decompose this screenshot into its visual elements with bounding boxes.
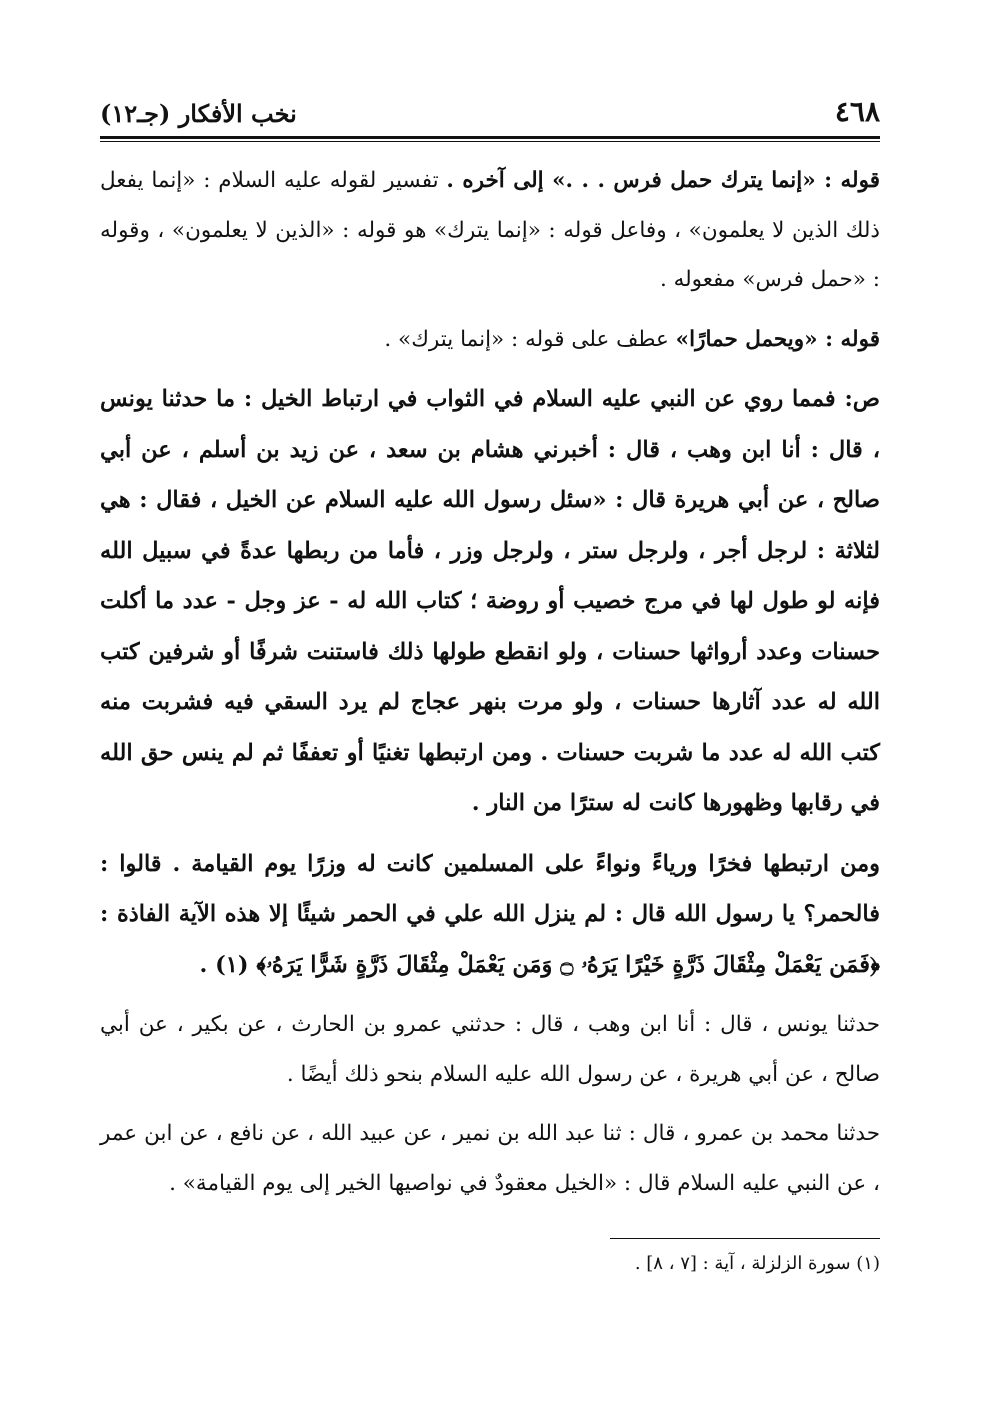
paragraph-text: حدثنا محمد بن عمرو ، قال : ثنا عبد الله بن نمير ، عن عبيد الله ، عن نافع ، عن ابن عمر ، عن النبي عليه السلام قال : «الخيل معقودٌ في نواصيها الخير إلى يوم القيامة» . (100, 1121, 880, 1196)
book-title: نخب الأفكار (جـ١٢) (100, 99, 297, 128)
book-page (100, 88, 880, 1274)
paragraph-3 (100, 374, 880, 829)
main-text (100, 156, 880, 1208)
footnote-divider (610, 1238, 880, 1239)
paragraph-text: ومن ارتبطها فخرًا ورياءً ونواءً على المسلمين كانت له وزرًا يوم القيامة . قالوا : فالحمر؟ يا رسول الله قال : لم ينزل الله علي في الحمر شيئًا إلا هذه الآية الفاذة : ﴿فَمَن يَعْمَلْ مِثْقَالَ ذَرَّةٍ خَيْرًا يَرَهُۥ ۝ وَمَن يَعْمَلْ مِثْقَالَ ذَرَّةٍ شَرًّا يَرَهُۥ﴾ (١) . (100, 850, 880, 978)
paragraph-text: تفسير لقوله عليه السلام : «إنما يفعل ذلك الذين لا يعلمون» ، وفاعل قوله : «إنما يترك» هو قوله : «الذين لا يعلمون» ، وقوله : «حمل فرس» مفعوله . (100, 168, 880, 292)
paragraph-6 (100, 1109, 880, 1208)
paragraph-text: عطف على قوله : «إنما يترك» . (384, 326, 676, 352)
paragraph-text: حدثنا يونس ، قال : أنا ابن وهب ، قال : حدثني عمرو بن الحارث ، عن بكير ، عن أبي صالح ، عن أبي هريرة ، عن رسول الله عليه السلام بنحو ذلك أيضًا . (100, 1012, 880, 1087)
page-number: ٤٦٨ (834, 95, 880, 128)
paragraph-lead: قوله : «إنما يترك حمل فرس . . .» إلى آخره . (446, 168, 880, 193)
paragraph-4 (100, 839, 880, 991)
page-header (100, 88, 880, 128)
footnote: (١) سورة الزلزلة ، آية : [٧ ، ٨] . (634, 1253, 880, 1274)
paragraph-5 (100, 1000, 880, 1099)
paragraph-1 (100, 156, 880, 305)
paragraph-text: ص: فمما روي عن النبي عليه السلام في الثواب في ارتباط الخيل : ما حدثنا يونس ، قال : أنا ابن وهب ، قال : أخبرني هشام بن سعد ، عن زيد بن أسلم ، عن أبي صالح ، عن أبي هريرة قال : «سئل رسول الله عليه السلام عن الخيل ، فقال : هي لثلاثة : لرجل أجر ، ولرجل ستر ، ولرجل وزر ، فأما من ربطها عدةً في سبيل الله فإنه لو طول لها في مرج خصيب أو روضة ؛ كتاب الله له - عز وجل - عدد ما أكلت حسنات وعدد أرواثها حسنات ، ولو انقطع طولها ذلك فاستنت شرفًا أو شرفين كتب الله له عدد آثارها حسنات ، ولو مرت بنهر عجاج لم يرد السقي فيه فشربت منه كتب الله له عدد ما شربت حسنات . ومن ارتبطها تغنيًا أو تعففًا ثم لم ينس حق الله في رقابها وظهورها كانت له سترًا من النار . (100, 386, 880, 816)
header-divider (100, 136, 880, 142)
paragraph-2 (100, 315, 880, 365)
paragraph-lead: قوله : «ويحمل حمارًا» (675, 326, 880, 352)
